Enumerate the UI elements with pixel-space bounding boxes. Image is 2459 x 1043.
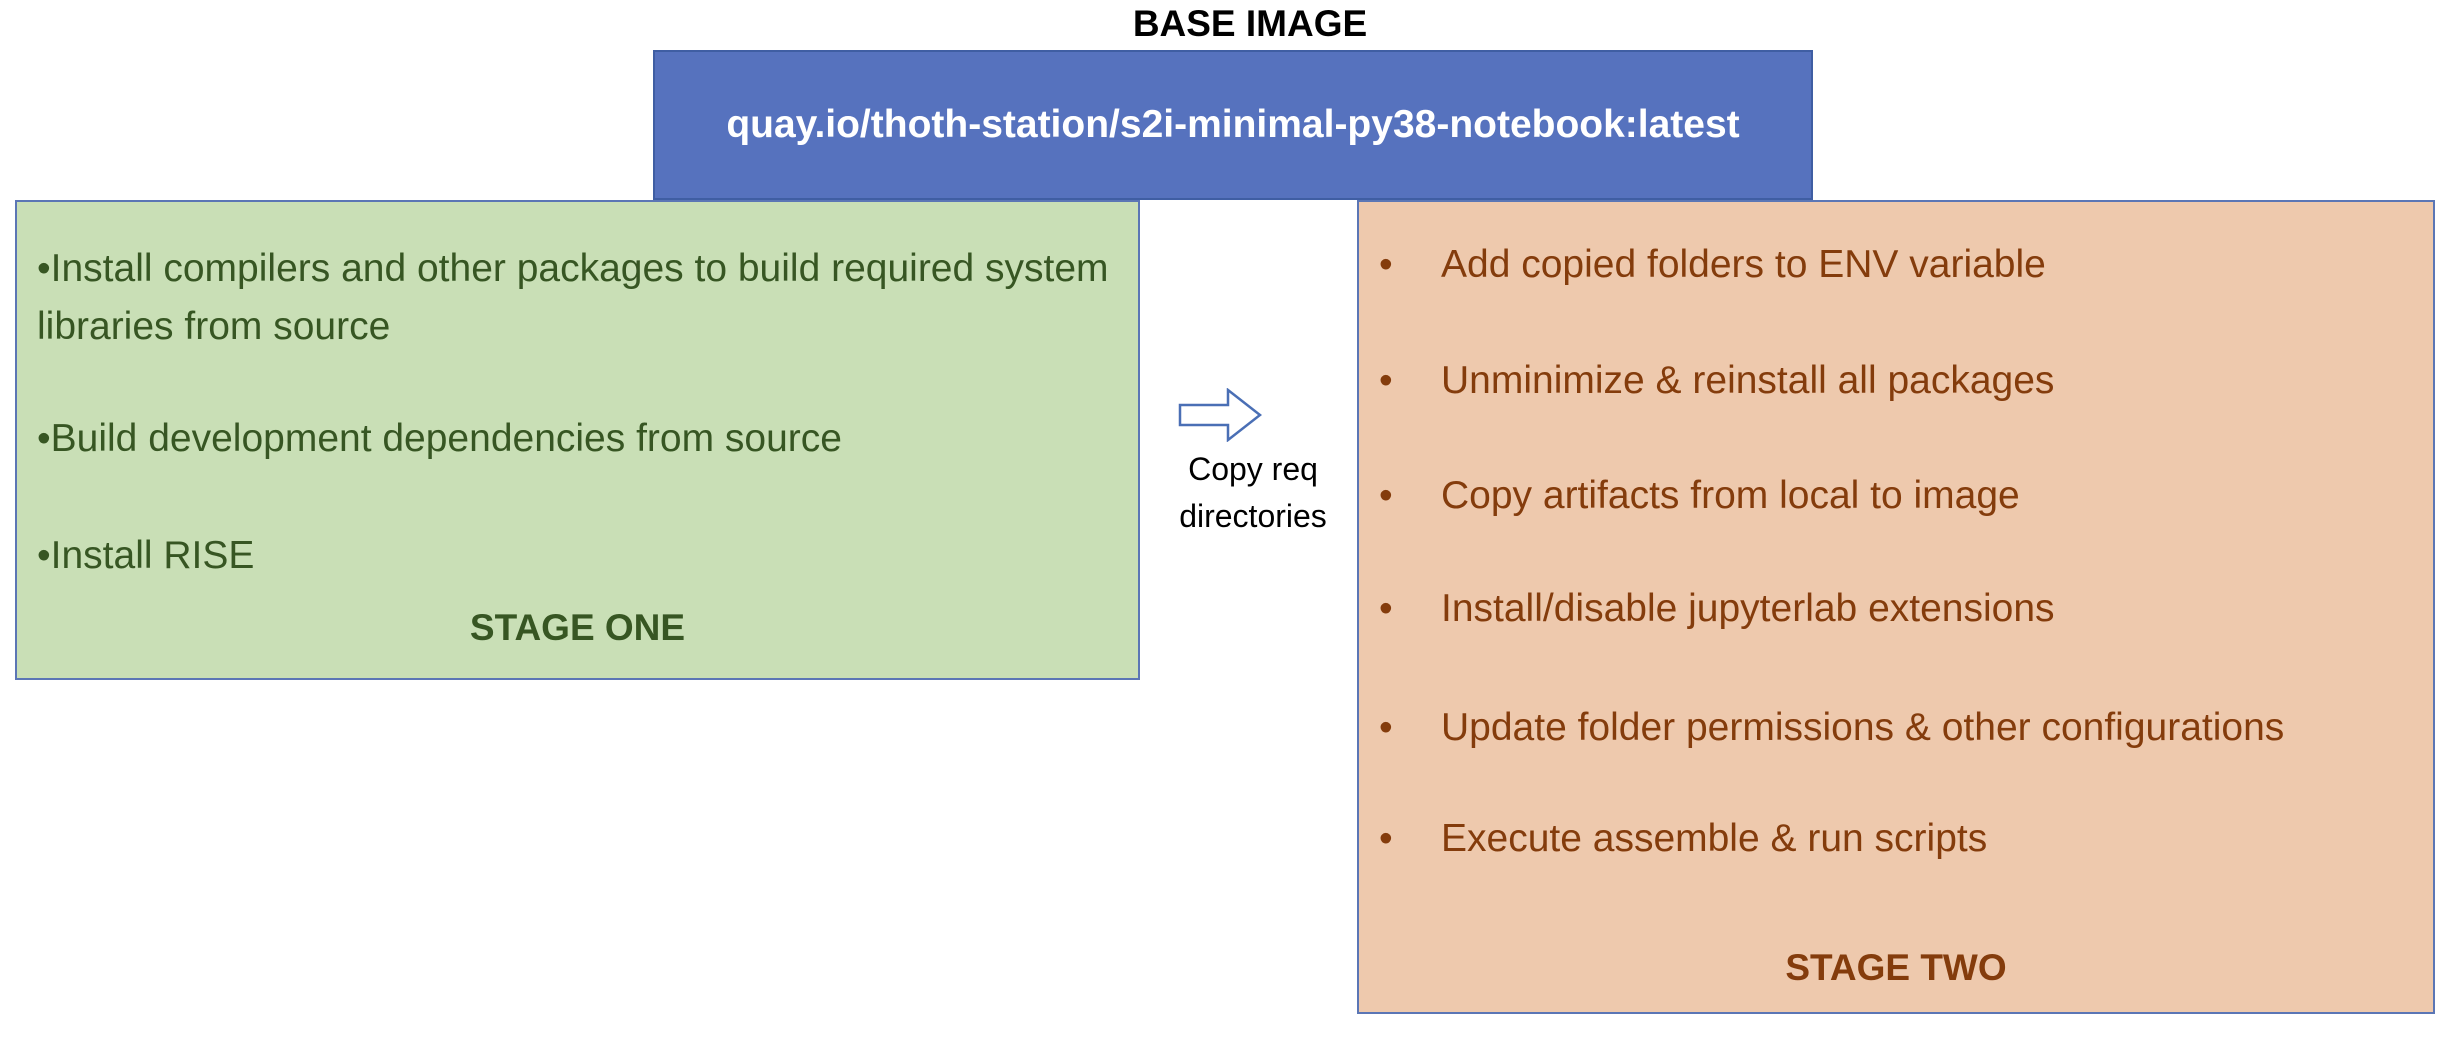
right-arrow-icon <box>1178 388 1262 442</box>
stage-one-box <box>15 200 1140 680</box>
bullet-icon: • <box>1379 817 1393 860</box>
bullet-icon: • <box>1379 474 1393 517</box>
stage-two-item-text: Execute assemble & run scripts <box>1441 817 1988 860</box>
stage-two-item-text: Install/disable jupyterlab extensions <box>1441 587 2055 630</box>
stage-two-item-text: Copy artifacts from local to image <box>1441 474 2020 517</box>
stage-one-item: •Install RISE <box>37 534 255 577</box>
stage-one-item: •Build development dependencies from source <box>37 417 842 460</box>
stage-one-item: •Install compilers and other packages to build required system libraries from source <box>37 247 1109 348</box>
base-image-box <box>653 50 1813 200</box>
stage-two-item <box>1379 699 2284 757</box>
stage-two-item <box>1379 810 1987 868</box>
base-image-name: quay.io/thoth-station/s2i-minimal-py38-notebook:latest <box>726 103 1740 146</box>
stage-two-item <box>1379 236 2046 294</box>
bullet-icon: • <box>1379 243 1393 286</box>
stage-two-box <box>1357 200 2435 1014</box>
stage-two-item <box>1379 352 2054 410</box>
stage-two-label: STAGE TWO <box>1785 947 2007 988</box>
arrow-label: Copy req directories <box>1179 451 1327 534</box>
bullet-icon: • <box>1379 359 1393 402</box>
stage-two-item-text: Unminimize & reinstall all packages <box>1441 359 2055 402</box>
stage-one-label: STAGE ONE <box>469 607 686 648</box>
stage-two-item-text: Add copied folders to ENV variable <box>1441 243 2046 286</box>
base-image-heading: BASE IMAGE <box>1132 3 1368 44</box>
bullet-icon: • <box>1379 706 1393 749</box>
stage-two-item <box>1379 580 2055 638</box>
stage-two-item <box>1379 467 2020 525</box>
bullet-icon: • <box>1379 587 1393 630</box>
stage-two-item-text: Update folder permissions & other configurations <box>1441 706 2285 749</box>
